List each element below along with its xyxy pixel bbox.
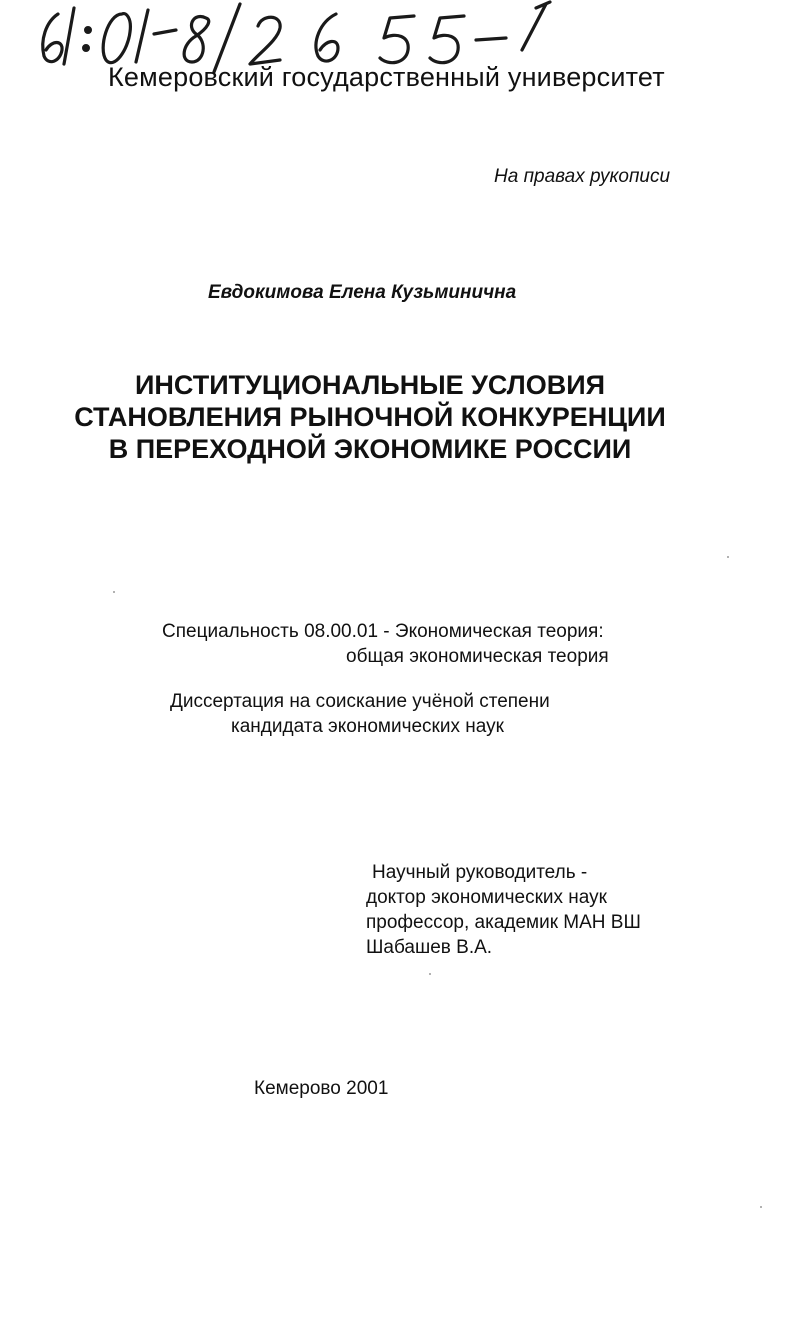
- university-name: Кемеровский государственный университет: [108, 62, 665, 92]
- supervisor-line: доктор экономических наук: [366, 887, 607, 908]
- degree-line: Диссертация на соискание учёной степени: [170, 691, 550, 712]
- degree-line: кандидата экономических наук: [231, 716, 504, 737]
- specialty-line: общая экономическая теория: [346, 646, 609, 667]
- supervisor-line: профессор, академик МАН ВШ: [366, 912, 641, 933]
- supervisor-block: [366, 860, 641, 960]
- supervisor-line: Шабашев В.А.: [366, 937, 493, 958]
- city-year: Кемерово 2001: [254, 1078, 389, 1099]
- specialty-line: Специальность 08.00.01 - Экономическая теория:: [162, 621, 604, 642]
- title-line: В ПЕРЕХОДНОЙ ЭКОНОМИКЕ РОССИИ: [108, 434, 632, 464]
- rights-note: На правах рукописи: [494, 166, 671, 187]
- title-line: СТАНОВЛЕНИЯ РЫНОЧНОЙ КОНКУРЕНЦИИ: [74, 402, 666, 432]
- specialty-block: [162, 619, 609, 669]
- scan-speck: [113, 591, 115, 593]
- scan-speck: [760, 1206, 762, 1208]
- title-line: ИНСТИТУЦИОНАЛЬНЫЕ УСЛОВИЯ: [134, 370, 606, 400]
- supervisor-line: Научный руководитель -: [372, 862, 588, 883]
- scan-speck: [429, 973, 431, 975]
- degree-block: [170, 689, 550, 739]
- scan-speck: [727, 556, 729, 558]
- author-name: Евдокимова Елена Кузьминична: [208, 282, 517, 303]
- dissertation-title: [60, 369, 680, 465]
